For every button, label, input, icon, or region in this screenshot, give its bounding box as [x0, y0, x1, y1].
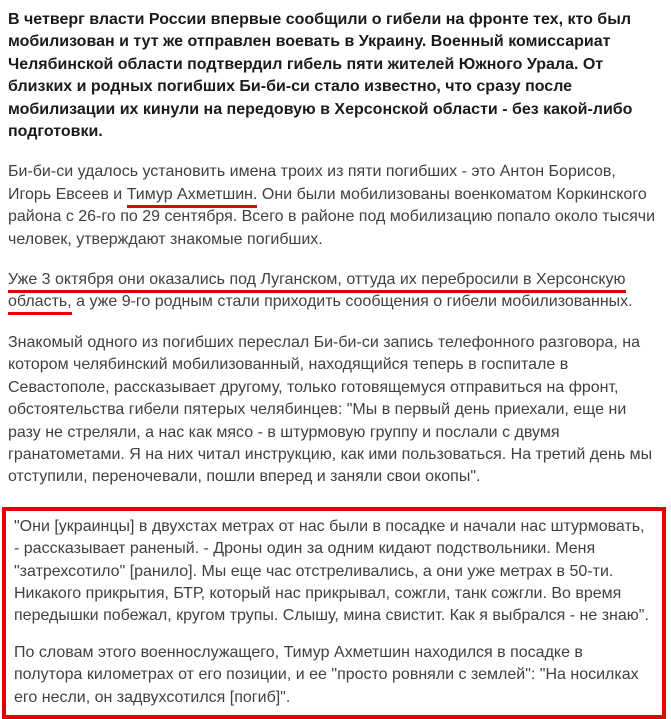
red-underline-akhmetshin: Тимур Ахметшин. [127, 186, 258, 208]
p3-text-after: а уже 9-го родным стали приходить сообщения о гибели мобилизованных. [71, 293, 633, 311]
paragraph-phone-recording: Знакомый одного из погибших переслал Би-би-си запись телефонного разговора, на котором челябинский мобилизованный, находящийся теперь в госпитале в Севастополе, рассказывает другому, только готовящемуся отправиться на фронт, обстоятельства гибели пятерых челябинцев: "Мы в первый день приехали, еще ни разу не стреляли, а нас как мясо - в штурмовую группу и послали с двумя гранатометами. Я на них читал инструкцию, как ими пользоваться. На третий день мы отступили, переночевали, пошли вперед и заняли свои окопы". [8, 333, 653, 486]
paragraph-wounded-quote: "Они [украинцы] в двухстах метрах от нас были в посадке и начали нас штурмовать, - рассказывает раненый. - Дроны один за одним кидают подствольники. Меня "затрехсотило" [ранило]. Мы еще час отстреливались, а они уже метрах в 50-ти. Никакого прикрытия, БТР, который нас прикрывал, сожгли, танк сожгли. Во время передышки побежал, кругом трупы. Слышу, мина свистит. Как я выбрался - не знаю". [14, 517, 649, 625]
paragraph-akhmetshin-death: По словам этого военнослужащего, Тимур Ахметшин находился в посадке в полутора километрах от его позиции, и ее "просто ровняли с землей": "На носилках его несли, он задвухсотился [погиб]". [14, 643, 639, 706]
p2-text-after: Они были мобилизованы военкоматом Коркинского района с 26-го по 29 сентября. Всего в районе под мобилизацию попало около тысячи человек, утверждают знакомые погибших. [8, 185, 656, 248]
paragraph-victim-names [8, 161, 663, 251]
lead-paragraph: В четверг власти России впервые сообщили о гибели на фронте тех, кто был мобилизован и тут же отправлен воевать в Украину. Военный комиссариат Челябинской области подтвердил гибель пяти жителей Южного Урала. От близких и родных погибших Би-би-си стало известно, что сразу после мобилизации их кинули на передовую в Херсонской области - без какой-либо подготовки. [8, 11, 633, 141]
p2-text-before: Би-би-си удалось установить имена троих из пяти погибших - это Антон Борисов, Игорь Евсеев и [8, 163, 616, 203]
red-highlight-box [2, 507, 666, 719]
red-underline-transfer: Уже 3 октября они оказались под Луганском, оттуда их перебросили в Херсонскую область, [8, 271, 626, 315]
paragraph-transfer-dates [8, 269, 663, 314]
